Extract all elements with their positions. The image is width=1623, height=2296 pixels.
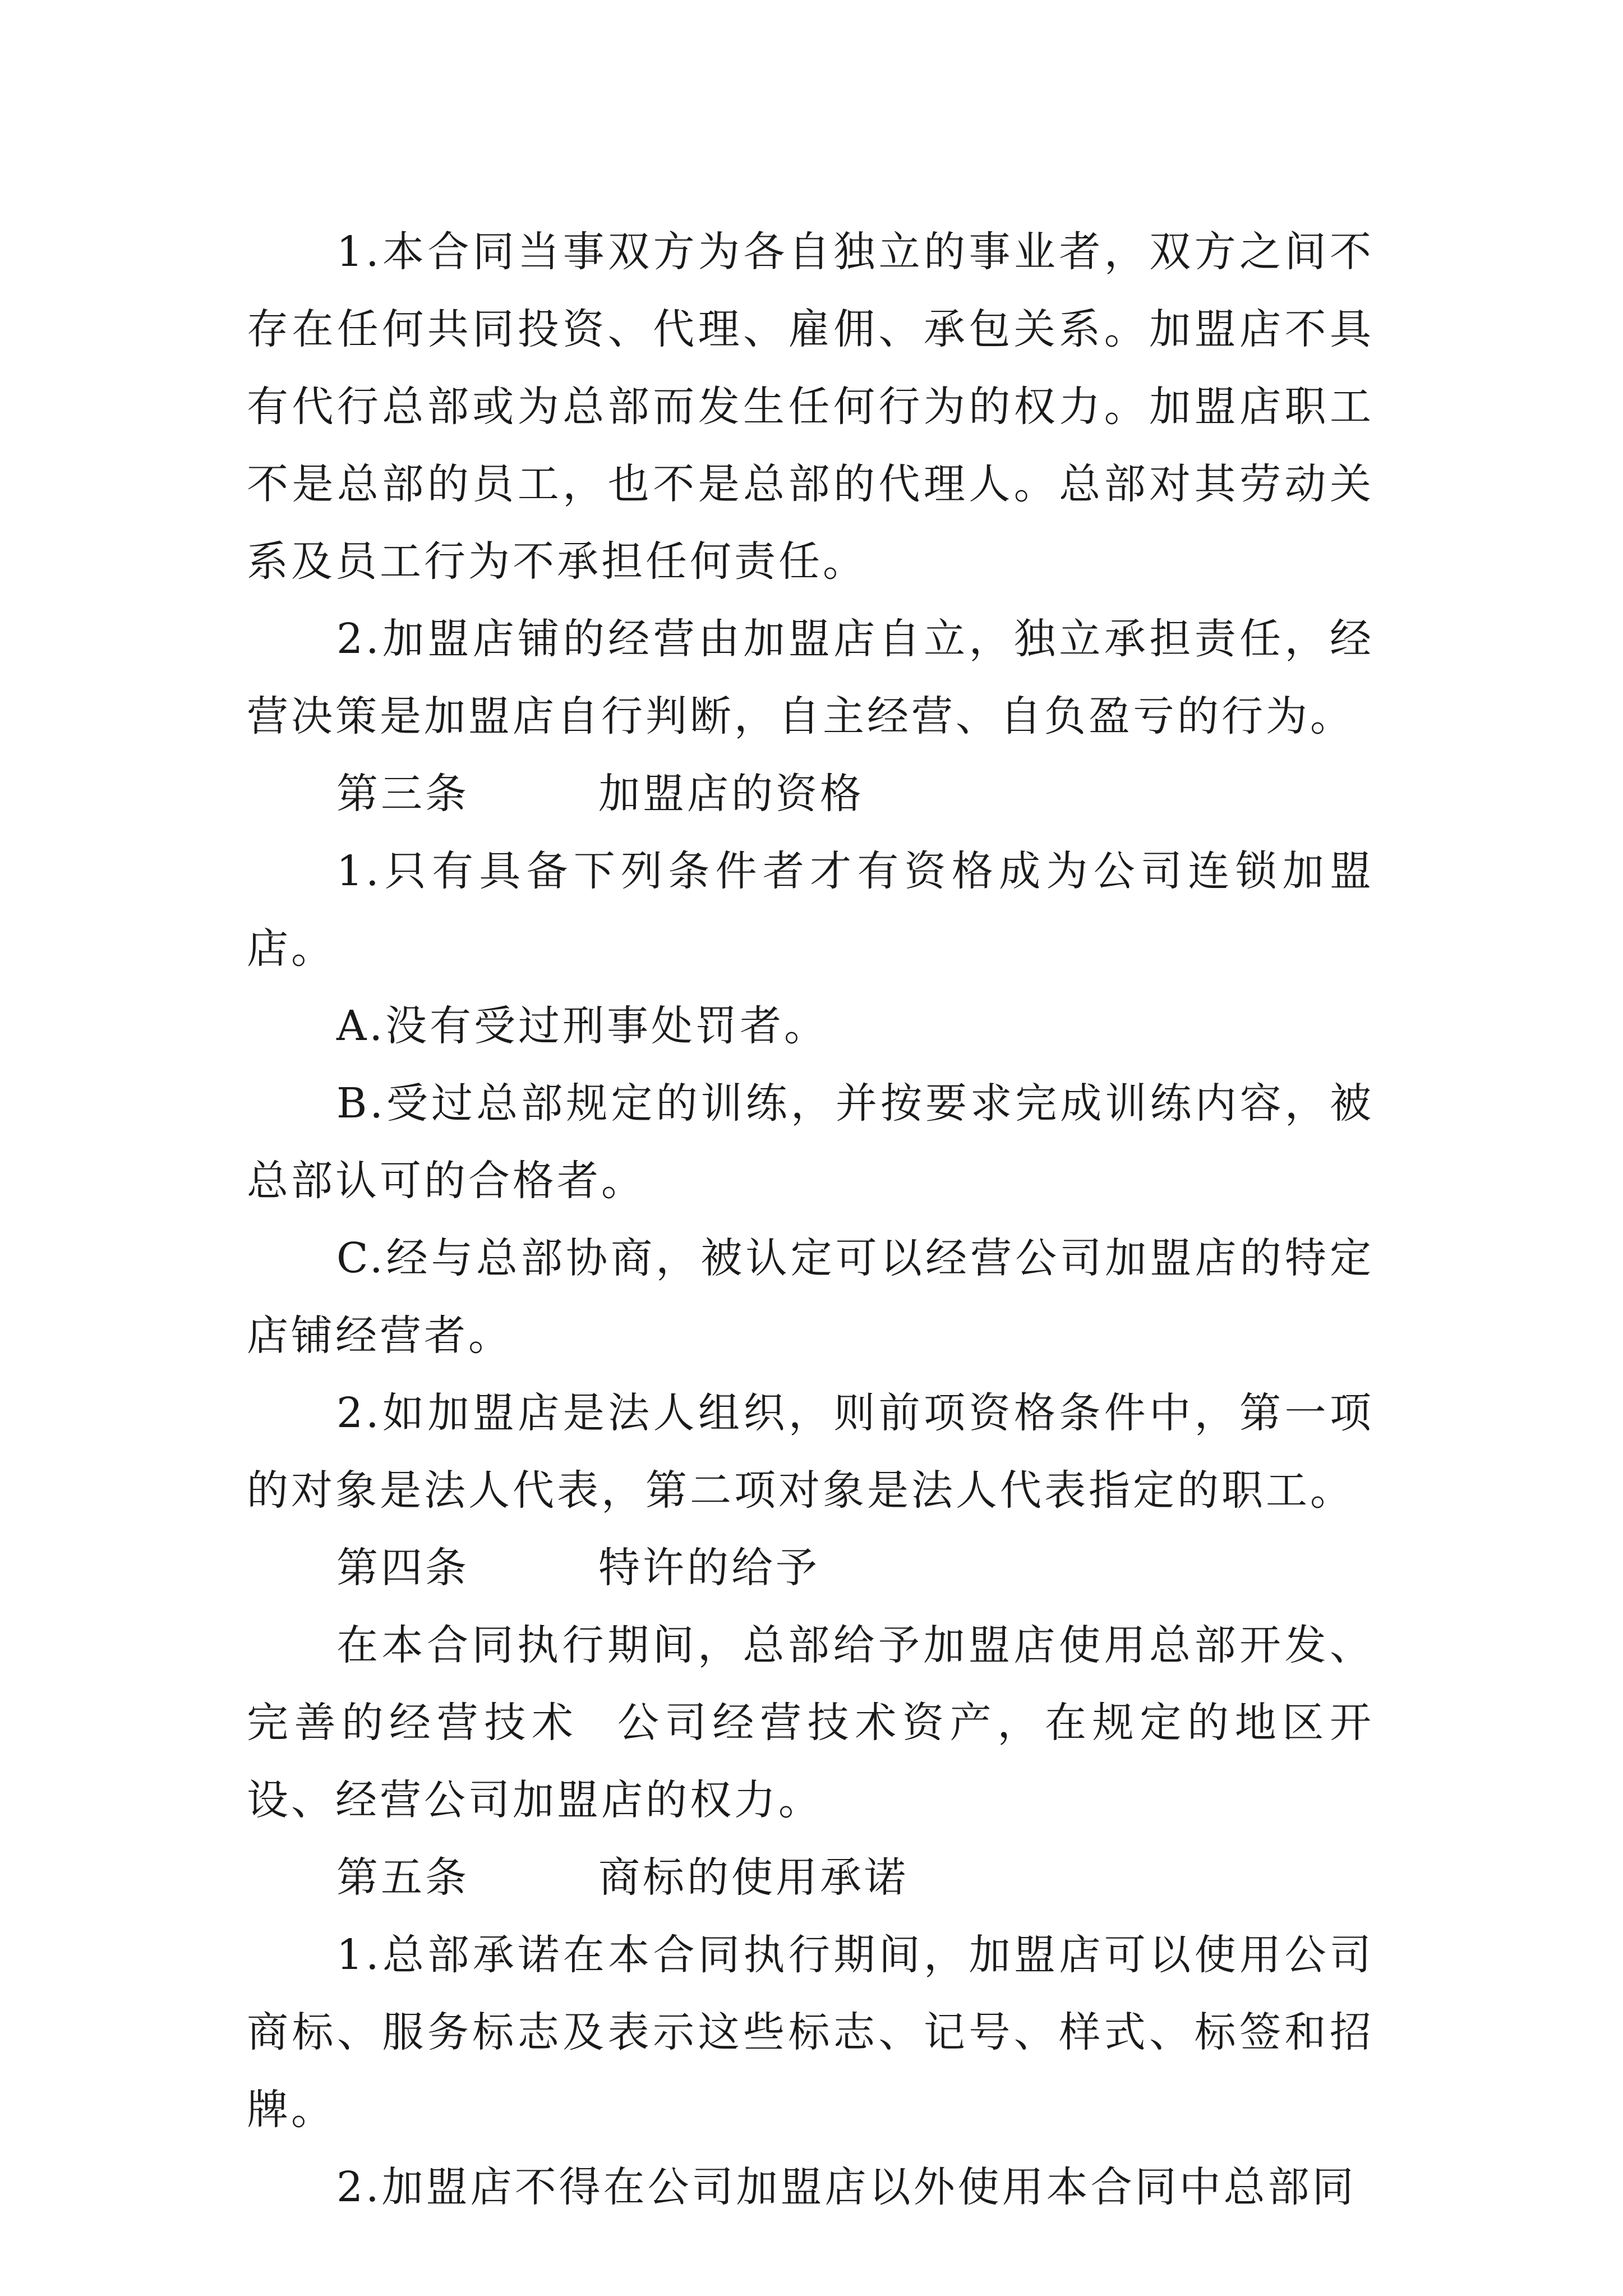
paragraph-condition-a: A.没有受过刑事处罚者。	[336, 1002, 828, 1050]
article-3-heading	[247, 755, 1374, 832]
article-number: 第五条	[336, 1853, 469, 1902]
paragraph-condition-c: C.经与总部协商，被认定可以经营公司加盟店的特定店铺经营者。	[247, 1234, 1374, 1360]
paragraph-qualification-intro: 1.只有具备下列条件者才有资格成为公司连锁加盟店。	[247, 847, 1374, 973]
paragraph-trademark-promise: 1.总部承诺在本合同执行期间，加盟店可以使用公司商标、服务标志及表示这些标志、记号、样式、标签和招牌。	[247, 1931, 1374, 2134]
paragraph-independence: 1.本合同当事双方为各自独立的事业者，双方之间不存在任何共同投资、代理、雇佣、承包关系。加盟店不具有代行总部或为总部而发生任何行为的权力。加盟店职工不是总部的员工，也不是总部的代理人。总部对其劳动关系及员工行为不承担任何责任。	[247, 228, 1374, 586]
article-title: 特许的给予	[598, 1544, 820, 1592]
article-title: 商标的使用承诺	[598, 1853, 909, 1902]
article-number: 第四条	[336, 1544, 469, 1592]
paragraph-condition-b: B.受过总部规定的训练，并按要求完成训练内容，被总部认可的合格者。	[247, 1079, 1374, 1205]
paragraph-self-operation: 2.加盟店铺的经营由加盟店自立，独立承担责任，经营决策是加盟店自行判断，自主经营、自负盈亏的行为。	[247, 615, 1374, 740]
paragraph-trademark-restriction: 2.加盟店不得在公司加盟店以外使用本合同中总部同	[336, 2163, 1357, 2211]
article-title: 加盟店的资格	[598, 770, 864, 818]
paragraph-franchise-grant: 在本合同执行期间，总部给予加盟店使用总部开发、完善的经营技术 公司经营技术资产，在规定的地区开设、经营公司加盟店的权力。	[247, 1621, 1374, 1824]
article-4-heading	[247, 1529, 1374, 1607]
paragraph-legal-entity: 2.如加盟店是法人组织，则前项资格条件中，第一项的对象是法人代表，第二项对象是法人代表指定的职工。	[247, 1389, 1374, 1515]
article-number: 第三条	[336, 770, 469, 818]
article-5-heading	[247, 1839, 1374, 1916]
document-body	[247, 213, 1374, 2226]
